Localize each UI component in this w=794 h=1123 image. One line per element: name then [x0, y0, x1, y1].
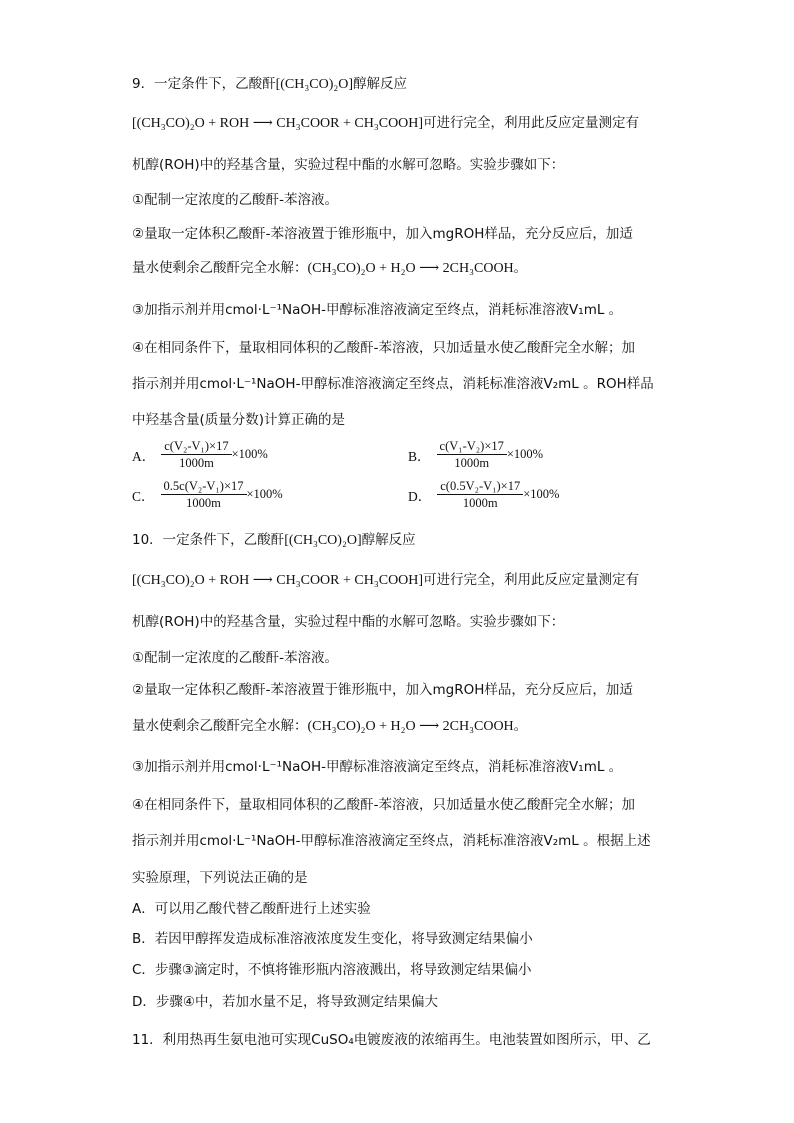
q9-reaction-equation: [(CH₃CO)₂O + ROH ⟶ CH₃COOR + CH₃COOH] [132, 116, 424, 131]
q10-reaction-equation: [(CH₃CO)₂O + ROH ⟶ CH₃COOR + CH₃COOH] [132, 573, 424, 588]
q9-option-c-label: C． [132, 488, 155, 504]
q9-step-4c: 中羟基含量(质量分数)计算正确的是 [132, 412, 346, 428]
q10-stem-text: 10．一定条件下，乙酸酐 [132, 532, 285, 548]
q9-stem-text: 9．一定条件下，乙酸酐 [132, 76, 276, 92]
q9-step-3: ③加指示剂并用cmol·L⁻¹NaOH-甲醇标准溶液滴定至终点，消耗标准溶液V₁mL 。 [132, 302, 623, 318]
q9-step-4a: ④在相同条件下，量取相同体积的乙酸酐-苯溶液，只加适量水使乙酸酐完全水解；加 [132, 340, 635, 356]
q10-step-2a: ②量取一定体积乙酸酐-苯溶液置于锥形瓶中，加入mgROH样品，充分反应后，加适 [132, 682, 633, 698]
q9-step-1: ①配制一定浓度的乙酸酐-苯溶液。 [132, 192, 338, 208]
q9-step-2a: ②量取一定体积乙酸酐-苯溶液置于锥形瓶中，加入mgROH样品，充分反应后，加适 [132, 226, 633, 242]
q10-step-2b-tail: 。 [513, 718, 528, 734]
q10-step-2b-text: 量水使剩余乙酸酐完全水解： [132, 718, 308, 734]
q10-option-a[interactable]: A．可以用乙酸代替乙酸酐进行上述实验 [132, 901, 371, 917]
q10-step-3: ③加指示剂并用cmol·L⁻¹NaOH-甲醇标准溶液滴定至终点，消耗标准溶液V₁mL 。 [132, 759, 623, 775]
q9-option-a-denominator: 1000m [179, 456, 214, 470]
q9-option-a-fraction [161, 438, 231, 471]
q9-step-2b-tail: 。 [513, 260, 528, 276]
q9-formula-anhydride: [(CH₃CO)₂O] [275, 77, 354, 92]
q9-option-d-label: D． [408, 488, 432, 504]
q10-option-d[interactable]: D．步骤④中，若加水量不足，将导致测定结果偏大 [132, 994, 438, 1010]
q10-step-2b [132, 716, 527, 737]
q10-option-c[interactable]: C．步骤③滴定时，不慎将锥形瓶内溶液溅出，将导致测定结果偏小 [132, 962, 532, 978]
q11-line-1: 11．利用热再生氨电池可实现CuSO₄电镀废液的浓缩再生。电池装置如图所示，甲、乙 [132, 1032, 651, 1048]
q10-line-2 [132, 570, 639, 591]
q10-step-4b: 指示剂并用cmol·L⁻¹NaOH-甲醇标准溶液滴定至终点，消耗标准溶液V₂mL 。根据上述 [132, 833, 651, 849]
q10-line-2-text: 可进行完全，利用此反应定量测定有 [423, 572, 640, 588]
q10-step-4a: ④在相同条件下，量取相同体积的乙酸酐-苯溶液，只加适量水使乙酸酐完全水解；加 [132, 797, 635, 813]
q9-step-2b-text: 量水使剩余乙酸酐完全水解： [132, 260, 308, 276]
q9-option-b[interactable] [408, 438, 543, 471]
q9-option-c-fraction [161, 478, 247, 511]
q9-option-d-numerator: c(0.5V₂-V₁)×17 [437, 478, 523, 495]
q9-option-b-numerator: c(V₁-V₂)×17 [437, 438, 507, 455]
q9-option-a-label: A． [132, 448, 156, 464]
q9-option-a[interactable] [132, 438, 268, 471]
q9-stem-tail: 醇解反应 [353, 76, 408, 92]
q9-step-4b: 指示剂并用cmol·L⁻¹NaOH-甲醇标准溶液滴定至终点，消耗标准溶液V₂mL 。ROH样品 [132, 376, 654, 392]
q10-line-1 [132, 530, 416, 551]
q9-step-2b [132, 258, 527, 279]
q9-option-c-tail: ×100% [246, 487, 283, 501]
q9-option-d[interactable] [408, 478, 559, 511]
q9-option-b-denominator: 1000m [454, 456, 490, 470]
q10-step-1: ①配制一定浓度的乙酸酐-苯溶液。 [132, 650, 338, 666]
q10-line-3: 机醇(ROH)中的羟基含量，实验过程中酯的水解可忽略。实验步骤如下： [132, 614, 565, 630]
q10-stem-tail: 醇解反应 [361, 532, 416, 548]
q9-option-c[interactable] [132, 478, 283, 511]
q9-hydrolysis-equation: (CH₃CO)₂O + H₂O ⟶ 2CH₃COOH [307, 261, 514, 276]
q9-line-2 [132, 113, 639, 134]
q10-step-4c: 实验原理，下列说法正确的是 [132, 870, 308, 886]
q9-option-c-numerator: 0.5c(V₂-V₁)×17 [161, 478, 247, 495]
q9-option-a-tail: ×100% [231, 447, 268, 461]
q9-option-d-fraction [437, 478, 523, 511]
q9-option-a-numerator: c(V₂-V₁)×17 [161, 438, 231, 455]
q9-line-3: 机醇(ROH)中的羟基含量，实验过程中酯的水解可忽略。实验步骤如下： [132, 157, 565, 173]
q10-formula-anhydride: [(CH₃CO)₂O] [284, 533, 362, 548]
q9-line-1 [132, 74, 407, 95]
q9-option-b-label: B． [408, 448, 431, 464]
q9-option-b-tail: ×100% [506, 447, 544, 461]
q9-option-c-denominator: 1000m [186, 496, 221, 510]
q9-option-d-tail: ×100% [523, 487, 560, 501]
q10-option-b[interactable]: B．若因甲醇挥发造成标准溶液浓度发生变化，将导致测定结果偏小 [132, 931, 533, 947]
q9-option-d-denominator: 1000m [462, 496, 498, 510]
q10-hydrolysis-equation: (CH₃CO)₂O + H₂O ⟶ 2CH₃COOH [307, 719, 514, 734]
q9-line-2-text: 可进行完全，利用此反应定量测定有 [423, 115, 640, 131]
q9-option-b-fraction [437, 438, 507, 471]
